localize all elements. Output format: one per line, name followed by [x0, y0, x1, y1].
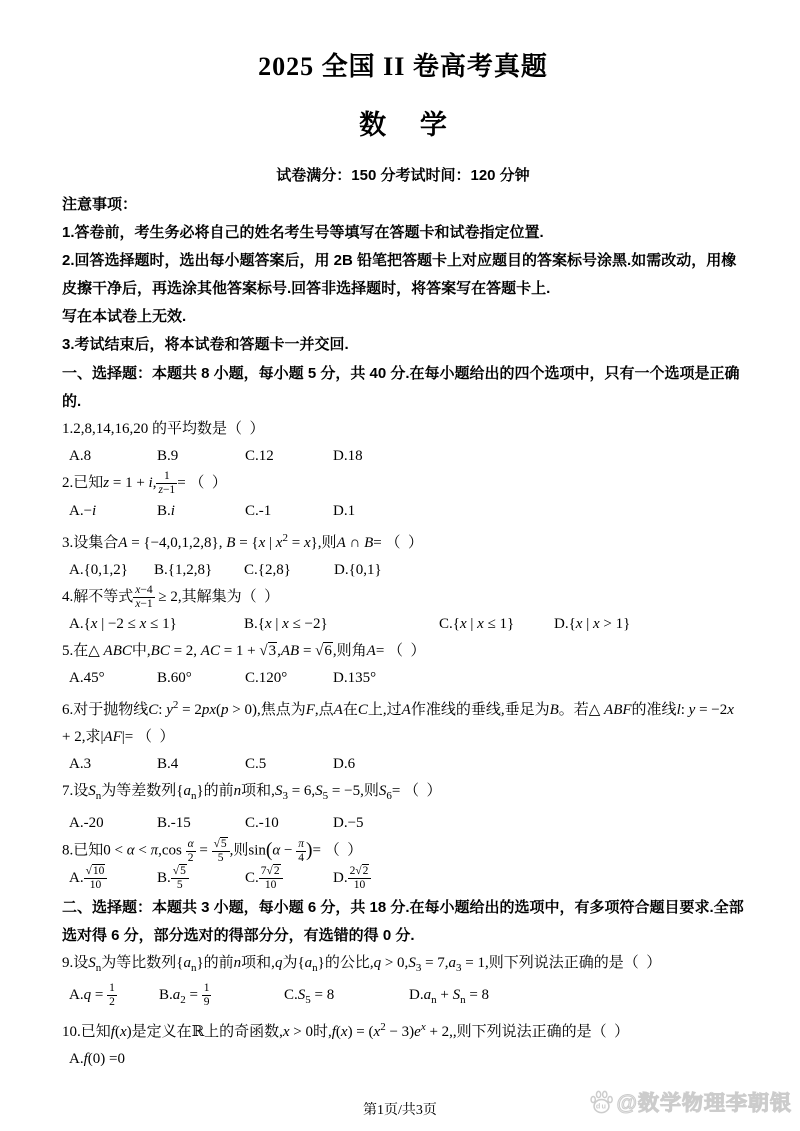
question [62, 1014, 744, 1073]
page-indicator: 第1页/共3页 [363, 1103, 437, 1118]
svg-text:du: du [595, 1101, 607, 1111]
notes-heading: 注意事项： [62, 196, 138, 213]
question [62, 778, 744, 837]
question [62, 638, 744, 692]
question [62, 950, 744, 1014]
options-row [62, 557, 744, 584]
option: D.{x | x > 1} [554, 616, 631, 633]
watermark [588, 1087, 792, 1117]
option: D.18 [333, 448, 363, 464]
option: D.−5 [333, 815, 364, 832]
notes-block [62, 191, 744, 359]
question-stem: 1.2,8,14,16,20 的平均数是（ ） [62, 421, 265, 437]
option: C.5 [245, 756, 267, 773]
option: C. $\frac{7 √ 2}{10}$ [245, 865, 333, 893]
options-row [62, 443, 744, 470]
option: B.{x | x ≤ −2} [244, 616, 328, 633]
question [62, 837, 744, 893]
section [62, 360, 744, 893]
exam-info: 试卷满分：150 分考试时间：120 分钟 [276, 167, 530, 184]
option: A. √ $\frac{10}{10}$ [69, 865, 157, 893]
option: B.-15 [157, 815, 191, 832]
option: B. √ $\frac{5}{5}$ [157, 865, 245, 893]
option: A.{x | −2 ≤ x ≤ 1} [69, 616, 177, 633]
option: A.3 [69, 756, 92, 773]
option: $D.a_n + S_n = 8$ [409, 986, 490, 1006]
notes-lines [62, 219, 744, 359]
question [62, 584, 744, 639]
watermark-text: @数学物理李朝银 [616, 1092, 792, 1115]
option: $C.S_5 = 8$ [284, 986, 335, 1006]
question-stem: 3.设集合A = {−4,0,1,2,8}, B = {x | $x^2 = x$},则A ∩ B= （ ） [62, 531, 423, 551]
option: C.{x | x ≤ 1} [439, 616, 515, 633]
option: B.9 [157, 448, 179, 464]
section [62, 894, 744, 1073]
option: A.f(0) =0 [69, 1050, 125, 1067]
question [62, 470, 744, 525]
options-row [62, 665, 744, 692]
section-heading: 二、选择题：本题共 3 小题，每小题 6 分，共 18 分.在每小题给出的选项中，有多项符合题目要求.全部选对得 6 分，部分选对的得部分分，有选错的得 0 分. [62, 898, 744, 944]
subject-title: 数 学 [359, 110, 447, 140]
note-line: 写在本试卷上无效. [62, 308, 187, 325]
options-row [62, 982, 744, 1014]
question [62, 416, 744, 470]
question-stem: 5.在△ ABC中,BC = 2, AC = 1 + √ 3,AB = √ 6,则角A= （ ） [62, 638, 744, 665]
page-title: 2025 全国 II 卷高考真题 [258, 52, 548, 81]
option: A.−i [69, 502, 97, 519]
options-row [62, 865, 744, 893]
sections [62, 360, 744, 1073]
note-line: 3.考试结束后，将本试卷和答题卡一并交回. [62, 336, 349, 353]
option: D.135° [333, 670, 377, 687]
option: D.6 [333, 756, 356, 773]
option: A.-20 [69, 815, 104, 832]
option: C.120° [245, 670, 288, 687]
option: C.-10 [245, 815, 279, 832]
option: A.q = $\frac{1}{2}$ [69, 981, 115, 1008]
question-stem: 7.设$S_n$为等差数列$\{a_n\}$的前n项和$,S_3 = 6,S_5 = -5$,则$S_6=$ （ ） [62, 783, 442, 803]
option: B.i [157, 502, 175, 519]
option: A.45° [69, 670, 105, 687]
options-row [62, 611, 744, 638]
section-heading: 一、选择题：本题共 8 小题，每小题 5 分，共 40 分.在每小题给出的四个选项中，只有一个选项是正确的. [62, 365, 740, 410]
option: $B.a_2$ = $\frac{1}{9}$ [159, 981, 210, 1008]
option: C.{2,8} [244, 561, 291, 578]
options-row [62, 751, 744, 778]
option: B.{1,2,8} [154, 561, 213, 578]
question-stem: 8.已知0 < α < π,cos $\frac{\alpha}{2}$ = √ $\frac{5}{5}$ ,则sin(α − $\frac{\pi}{4}$ )= （ ） [62, 837, 744, 865]
note-line: 2.回答选择题时，选出每小题答案后，用 2B 铅笔把答题卡上对应题目的答案标号涂黑.如需改动，用橡皮擦干净后，再选涂其他答案标号.回答非选择题时，将答案写在答题卡上. [62, 252, 737, 297]
note-line: 1.答卷前，考生务必将自己的姓名考生号等填写在答题卡和试卷指定位置. [62, 224, 544, 241]
option: D. $\frac{2 √ 2}{10}$ [333, 865, 371, 893]
question-stem: 10.已知f(x)是定义在ℝ上的奇函数,x > 0时$,f(x) = (x^2 - 3)e^x + 2$,,则下列说法正确的是（ ） [62, 1020, 630, 1040]
question-stem: 2.已知z = 1 + i, $\frac{1}{z-1}$ = （ ） [62, 470, 227, 497]
option: A.{0,1,2} [69, 561, 128, 578]
question-stem: 9.设$S_n$为等比数列$\{a_n\}$的前n项和,q为$\{a_n\}$的公比$,q > 0,S_3 = 7,a_3 = 1$,则下列说法正确的是（ ） [62, 954, 662, 974]
question-stem: 4.解不等式 $\frac{x-4}{x-1}$ ≥ 2,其解集为（ ） [62, 583, 280, 610]
question [62, 692, 744, 778]
option: C.12 [245, 448, 274, 464]
question-stem: 6.对于抛物线C: $y^2 = 2px(p > 0)$,焦点为F,点A在C上,过A作准线的垂线,垂足为B。若△ ABF的准线l: y = −2x + 2,求|AF|= （ ） [62, 699, 734, 746]
option: A.8 [69, 448, 92, 464]
option: D.{0,1} [334, 561, 382, 578]
options-row [62, 498, 744, 525]
option: C.-1 [245, 502, 272, 519]
option: B.60° [157, 670, 192, 687]
baidu-paw-icon [588, 1089, 615, 1116]
option: D.1 [333, 502, 356, 519]
options-row [62, 1046, 744, 1073]
options-row [62, 810, 744, 837]
option: B.4 [157, 756, 179, 773]
question [62, 525, 744, 584]
